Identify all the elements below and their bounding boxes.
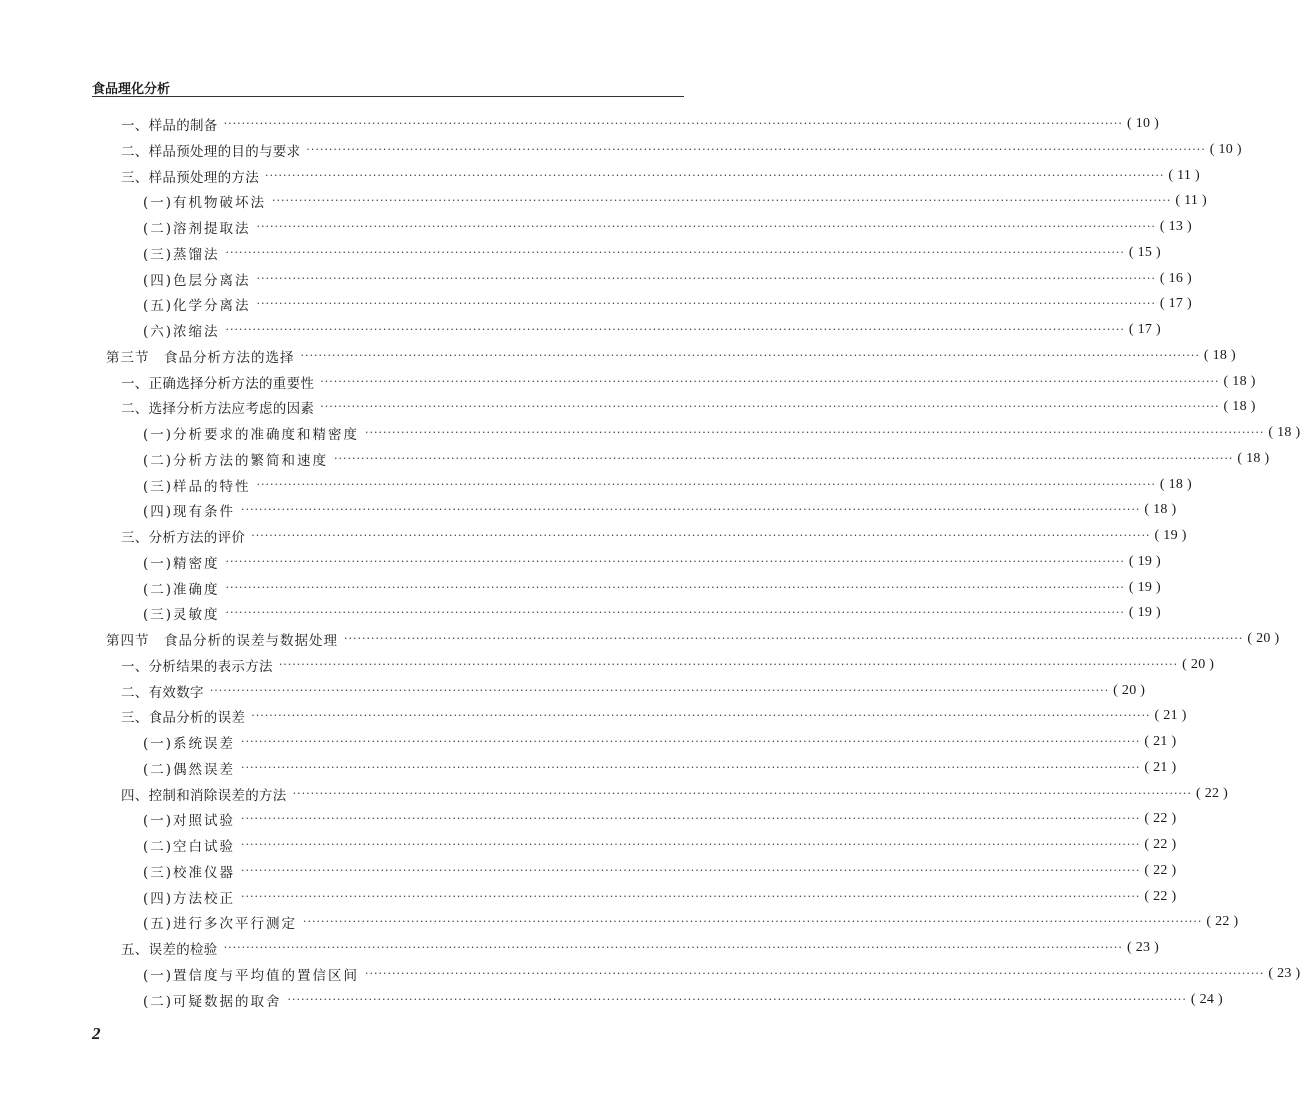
toc-subitem [143, 216, 1192, 238]
running-header: 食品理化分析 [92, 82, 171, 97]
toc-entry-title: (二)空白试验 [143, 839, 236, 855]
toc-subitem [143, 190, 1207, 212]
toc-entry-title: (三)灵敏度 [143, 607, 220, 624]
toc-entry-title: (二)分析方法的繁简和速度 [143, 452, 329, 469]
toc-leader-dots: ········································································································································································································ [241, 735, 1141, 748]
toc-entry-title: (一)精密度 [143, 555, 220, 572]
toc-entry-title: (六)浓缩法 [143, 324, 220, 340]
toc-page-number: ( 18 ) [1144, 502, 1177, 518]
toc-entry-title: (三)样品的特性 [143, 478, 251, 495]
toc-leader-dots: ········································································································································································································ [225, 323, 1125, 336]
toc-page-number: ( 16 ) [1159, 270, 1192, 286]
toc-page-number: ( 18 ) [1159, 476, 1192, 492]
toc-leader-dots: ········································································································································································································ [225, 554, 1125, 568]
toc-entry-title: 三、分析方法的评价 [121, 530, 246, 546]
toc-leader-dots: ········································································································································································································ [251, 709, 1151, 723]
toc-subitem [143, 602, 1161, 624]
toc-item [121, 680, 1146, 702]
toc-leader-dots: ········································································································································································································ [241, 838, 1141, 851]
toc-page-number: ( 22 ) [1144, 862, 1177, 878]
toc-subitem [143, 268, 1192, 290]
toc-leader-dots: ········································································································································································································ [251, 529, 1151, 542]
toc-item [121, 705, 1187, 727]
toc-leader-dots: ········································································································································································································ [300, 348, 1200, 362]
toc-page-number: ( 18 ) [1203, 347, 1236, 363]
toc-subitem [143, 293, 1192, 315]
toc-page-number: ( 20 ) [1247, 631, 1280, 646]
toc-entry-title: (一)对照试验 [143, 813, 236, 830]
toc-page-number: ( 22 ) [1144, 837, 1177, 852]
toc-subitem [143, 963, 1301, 985]
toc-subitem [143, 911, 1239, 933]
toc-entry-title: (三)校准仪器 [143, 864, 236, 881]
toc-leader-dots: ········································································································································································································ [225, 606, 1125, 620]
toc-item [121, 139, 1242, 161]
toc-entry-title: 三、食品分析的误差 [121, 710, 246, 727]
toc-leader-dots: ········································································································································································································ [209, 683, 1110, 697]
toc-entry-title: 一、分析结果的表示方法 [121, 658, 273, 675]
toc-page-number: ( 18 ) [1223, 399, 1256, 415]
toc-page-number: ( 24 ) [1190, 991, 1223, 1007]
toc-item [121, 371, 1256, 393]
toc-entry-title: 第四节 食品分析的误差与数据处理 [106, 633, 338, 649]
toc-leader-dots: ········································································································································································································ [292, 786, 1192, 800]
toc-entry-title: (五)化学分离法 [143, 298, 251, 315]
toc-item [121, 396, 1256, 418]
toc-leader-dots: ········································································································································································································ [265, 168, 1165, 182]
toc-entry-title: 四、控制和消除误差的方法 [121, 787, 287, 804]
toc-entry-title: (四)现有条件 [143, 504, 236, 521]
toc-subitem [143, 422, 1301, 444]
toc-page-number: ( 17 ) [1128, 322, 1161, 337]
toc-page-number: ( 21 ) [1144, 759, 1177, 775]
toc-subitem [143, 499, 1177, 521]
toc-page-number: ( 20 ) [1113, 682, 1146, 698]
toc-subitem [143, 448, 1270, 470]
toc-page-number: ( 18 ) [1223, 373, 1256, 389]
toc-page-number: ( 22 ) [1144, 888, 1177, 904]
toc-page-number: ( 11 ) [1168, 167, 1200, 183]
toc-subitem [143, 551, 1161, 573]
toc-entry-title: (四)色层分离法 [143, 272, 251, 289]
toc-leader-dots: ········································································································································································································ [278, 657, 1179, 671]
toc-entry-title: (一)有机物破坏法 [143, 195, 267, 212]
toc-page-number: ( 13 ) [1159, 219, 1192, 234]
toc-leader-dots: ········································································································································································································ [303, 915, 1203, 929]
toc-page-number: ( 19 ) [1154, 528, 1187, 543]
toc-leader-dots: ········································································································································································································ [344, 632, 1244, 645]
toc-entry-title: (一)系统误差 [143, 736, 236, 752]
toc-subitem [143, 242, 1161, 264]
toc-item [121, 937, 1160, 959]
toc-entry-title: (二)可疑数据的取舍 [143, 993, 282, 1010]
toc-leader-dots: ········································································································································································································ [241, 760, 1141, 774]
toc-page-number: ( 22 ) [1195, 785, 1229, 801]
toc-entry-title: (二)溶剂提取法 [143, 221, 251, 237]
toc-leader-dots: ········································································································································································································ [225, 245, 1125, 259]
toc-leader-dots: ········································································································································································································ [256, 220, 1156, 233]
toc-leader-dots: ········································································································································································································ [334, 451, 1234, 465]
toc-entry-title: (二)偶然误差 [143, 761, 236, 778]
toc-entry-title: 二、选择分析方法应考虑的因素 [121, 401, 315, 418]
toc-leader-dots: ········································································································································································································ [223, 117, 1123, 130]
toc-leader-dots: ········································································································································································································ [365, 966, 1265, 980]
header-rule [92, 96, 684, 97]
toc-leader-dots: ········································································································································································································ [287, 992, 1187, 1006]
toc-subitem [143, 808, 1177, 830]
toc-subitem [143, 989, 1223, 1011]
toc-entry-title: 一、正确选择分析方法的重要性 [121, 375, 315, 392]
toc-subitem [143, 834, 1177, 856]
toc-leader-dots: ········································································································································································································ [320, 400, 1220, 414]
toc-entry-title: (三)蒸馏法 [143, 246, 220, 263]
toc-leader-dots: ········································································································································································································ [256, 271, 1156, 285]
toc-page-number: ( 19 ) [1128, 605, 1161, 621]
toc-subitem [143, 757, 1177, 779]
toc-entry-title: (四)方法校正 [143, 890, 236, 907]
toc-leader-dots: ········································································································································································································ [241, 503, 1141, 517]
toc-entry-title: (一)分析要求的准确度和精密度 [143, 427, 360, 443]
toc-leader-dots: ········································································································································································································ [225, 580, 1125, 594]
toc-item [121, 654, 1215, 676]
toc-leader-dots: ········································································································································································································ [241, 889, 1141, 903]
toc-entry-title: 一、样品的制备 [121, 118, 218, 134]
toc-entry-title: (一)置信度与平均值的置信区间 [143, 967, 360, 984]
toc-section [106, 345, 1236, 367]
toc-entry-title: 第三节 食品分析方法的选择 [106, 349, 295, 366]
toc-page-number: ( 22 ) [1206, 914, 1239, 930]
toc-page-number: ( 22 ) [1144, 811, 1177, 827]
toc-item [121, 525, 1187, 547]
toc-page-number: ( 18 ) [1237, 450, 1270, 466]
toc-page-number: ( 11 ) [1175, 193, 1207, 209]
toc-page-number: ( 21 ) [1154, 708, 1187, 724]
toc-item [121, 165, 1200, 187]
toc-subitem [143, 474, 1192, 496]
toc-leader-dots: ········································································································································································································ [320, 374, 1220, 388]
toc-leader-dots: ········································································································································································································ [306, 142, 1206, 156]
toc-subitem [143, 577, 1161, 599]
toc-leader-dots: ········································································································································································································ [241, 863, 1141, 877]
toc-entry-title: 二、样品预处理的目的与要求 [121, 143, 301, 160]
toc-leader-dots: ········································································································································································································ [365, 426, 1265, 439]
toc-item [121, 783, 1229, 805]
toc-page-number: ( 20 ) [1182, 656, 1215, 672]
toc-subitem [143, 860, 1177, 882]
toc-entry-title: (二)准确度 [143, 581, 220, 598]
toc-page-number: ( 23 ) [1126, 940, 1160, 955]
toc-section [106, 628, 1280, 650]
toc-leader-dots: ········································································································································································································ [256, 297, 1156, 311]
toc-leader-dots: ········································································································································································································ [272, 194, 1172, 208]
toc-page-number: ( 19 ) [1128, 553, 1161, 569]
toc-page-number: ( 23 ) [1268, 965, 1301, 981]
toc-entry-title: 五、误差的检验 [121, 942, 218, 958]
toc-page-number: ( 10 ) [1209, 141, 1242, 157]
toc-page-number: ( 19 ) [1128, 579, 1161, 595]
toc-leader-dots: ········································································································································································································ [241, 812, 1141, 826]
page-number: 2 [92, 1024, 101, 1043]
toc-leader-dots: ········································································································································································································ [223, 941, 1123, 954]
toc-subitem [143, 731, 1177, 753]
toc-page-number: ( 10 ) [1126, 116, 1160, 131]
toc-subitem [143, 319, 1161, 341]
toc-page-number: ( 17 ) [1159, 296, 1192, 312]
toc-item [121, 113, 1160, 135]
toc-page-number: ( 21 ) [1144, 734, 1177, 749]
toc-page-number: ( 18 ) [1268, 425, 1301, 440]
toc-leader-dots: ········································································································································································································ [256, 477, 1156, 491]
toc-entry-title: 三、样品预处理的方法 [121, 169, 259, 186]
toc-entry-title: (五)进行多次平行测定 [143, 916, 298, 933]
toc-page-number: ( 15 ) [1128, 244, 1161, 260]
toc-subitem [143, 886, 1177, 908]
toc-entry-title: 二、有效数字 [121, 684, 204, 701]
